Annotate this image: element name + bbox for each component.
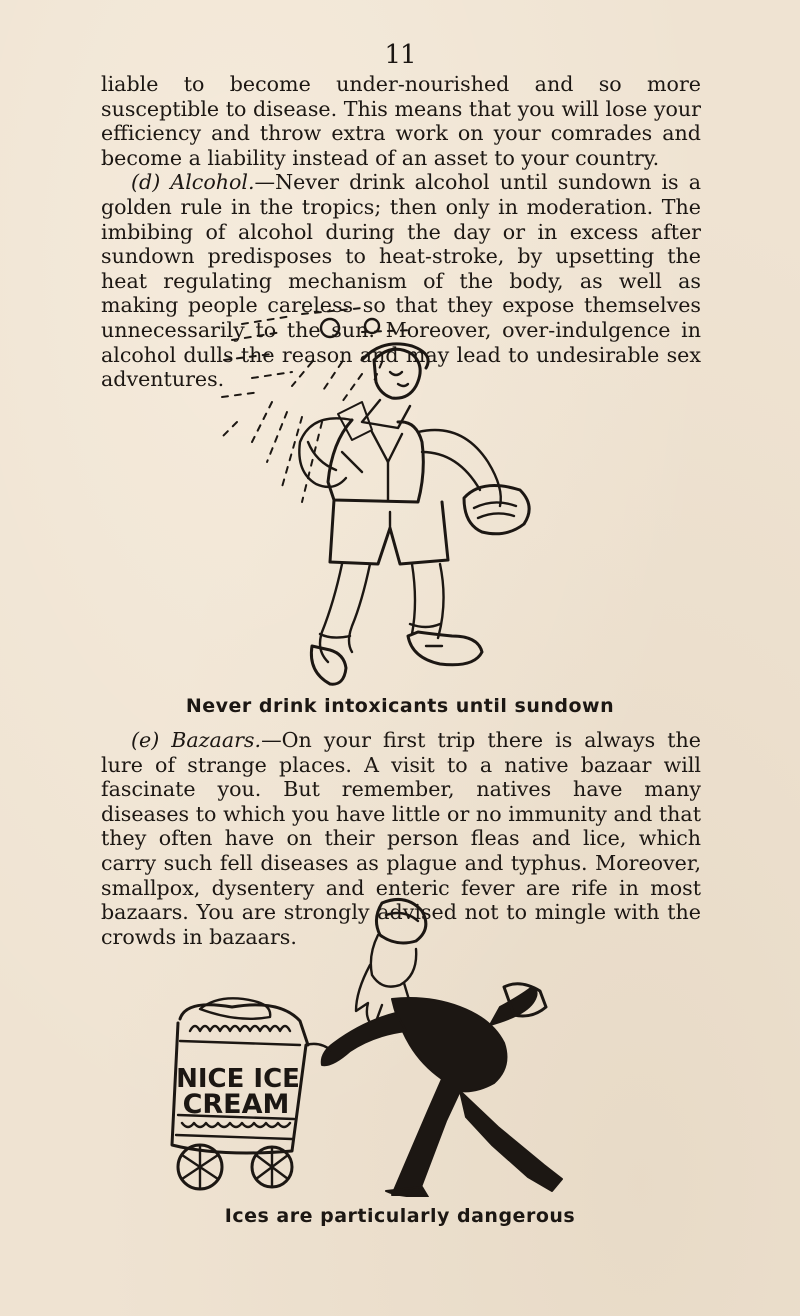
cart-sign-line-2: CREAM — [182, 1089, 290, 1120]
bazaars-dash: — — [261, 728, 282, 752]
ice-cream-vendor-illustration — [160, 895, 596, 1197]
illustration-2-caption: Ices are particularly dangerous — [224, 1205, 576, 1227]
bazaars-text: On your first trip there is always the lure of strange places. A visit to a native bazaar will fascinate you. But remember, natives have many diseases to which you have little or no immunity and that they often have on their person fleas and lice, which carry such fell diseases as plague and typhus. Moreover, smallpox, dysentery and enteric fever are rife in most bazaars. You are strongly advised not to mingle with the crowds in bazaars. — [101, 728, 701, 949]
alcohol-dash: — — [254, 170, 276, 195]
page-number: 11 — [384, 40, 416, 70]
illustration-1-caption: Never drink intoxicants until sundown — [185, 695, 615, 717]
cart-sign-line-1: NICE ICE — [176, 1064, 300, 1094]
soldier-drinking-illustration — [212, 302, 548, 688]
paragraph-continued — [101, 72, 701, 170]
alcohol-text: Never drink alcohol until sundown is a golden rule in the tropics; then only in moderation. The imbibing of alcohol during the day or in excess after sundown predisposes to heat-stroke, by upsetting the heat regulating mechanism of the body, as well as making people careless so that they expose themselves unnecessarily to the sun. Moreover, over-indulgence in alcohol dulls the reason and may lead to undesirable sex adventures. — [101, 170, 701, 392]
bazaars-heading: (e) Bazaars. — [131, 728, 262, 752]
paragraph-continued-text: liable to become under-nourished and so more susceptible to disease. This means that you will lose your efficiency and throw extra work on your comrades and become a liability instead of an asset to your country. — [101, 72, 701, 170]
alcohol-heading: (d) Alcohol. — [131, 170, 255, 195]
